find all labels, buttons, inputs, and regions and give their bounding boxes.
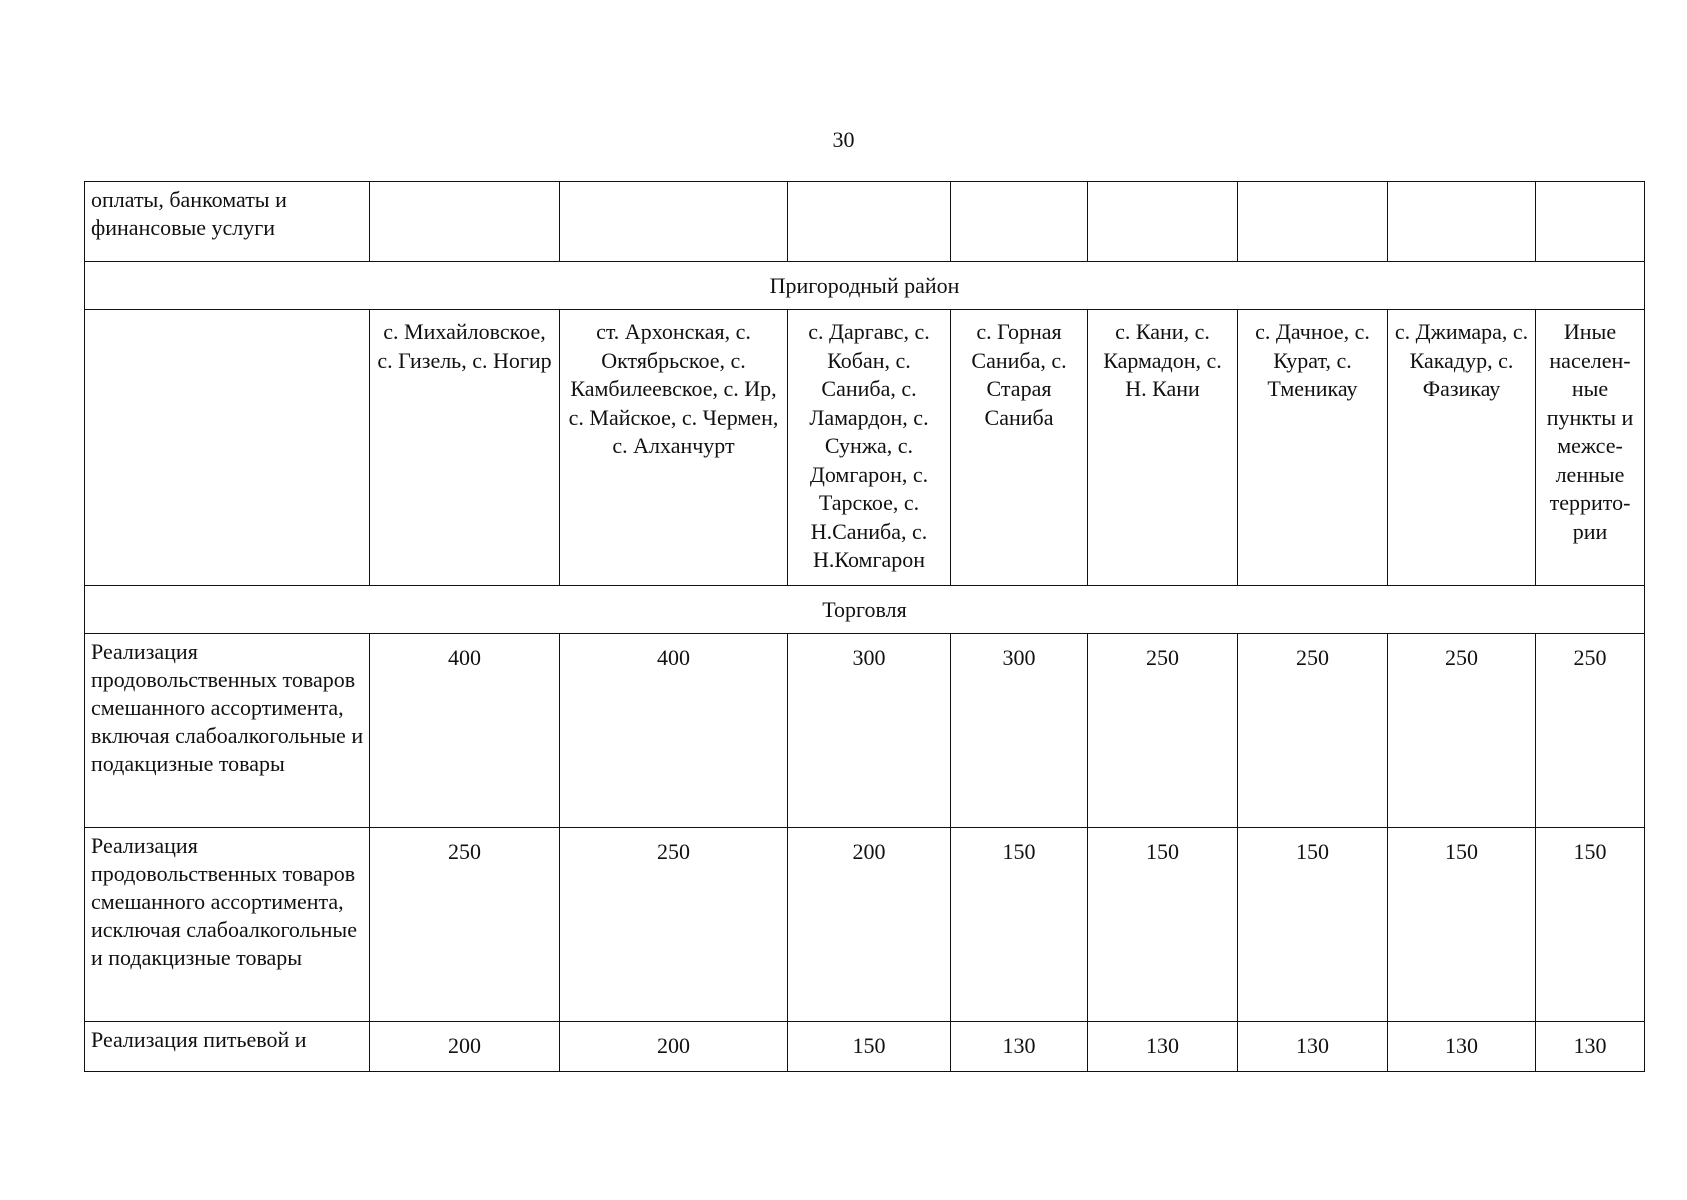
value-cell: 250 bbox=[1536, 634, 1645, 828]
empty-cell bbox=[788, 182, 951, 262]
empty-cell bbox=[1388, 182, 1536, 262]
subsection-header-row bbox=[85, 586, 1645, 634]
value-cell: 130 bbox=[1536, 1022, 1645, 1072]
value-cell: 400 bbox=[370, 634, 560, 828]
value-cell: 150 bbox=[1536, 828, 1645, 1022]
empty-cell bbox=[85, 310, 370, 586]
value-cell: 150 bbox=[788, 1022, 951, 1072]
locality-header: с. Кани, с. Кармадон, с. Н. Кани bbox=[1088, 310, 1238, 586]
empty-cell bbox=[1238, 182, 1388, 262]
value-cell: 200 bbox=[560, 1022, 788, 1072]
empty-cell bbox=[951, 182, 1088, 262]
tariff-table bbox=[84, 181, 1645, 1072]
value-cell: 130 bbox=[1388, 1022, 1536, 1072]
localities-row bbox=[85, 310, 1645, 586]
value-cell: 250 bbox=[370, 828, 560, 1022]
empty-cell bbox=[560, 182, 788, 262]
empty-cell bbox=[1536, 182, 1645, 262]
value-cell: 200 bbox=[370, 1022, 560, 1072]
value-cell: 130 bbox=[1088, 1022, 1238, 1072]
value-cell: 150 bbox=[1088, 828, 1238, 1022]
row-label: Реализация продовольственных товаров смешанного ассортимента, включая слабоалкогольные и подакцизные товары bbox=[85, 634, 370, 828]
empty-cell bbox=[1088, 182, 1238, 262]
value-cell: 250 bbox=[1238, 634, 1388, 828]
page-number: 30 bbox=[832, 127, 855, 152]
subsection-header: Торговля bbox=[85, 586, 1645, 634]
locality-header: с. Джимара, с. Какадур, с. Фазикау bbox=[1388, 310, 1536, 586]
value-cell: 250 bbox=[560, 828, 788, 1022]
value-cell: 150 bbox=[1238, 828, 1388, 1022]
section-header: Пригородный район bbox=[85, 262, 1645, 310]
table-row bbox=[85, 828, 1645, 1022]
value-cell: 130 bbox=[1238, 1022, 1388, 1072]
table-row bbox=[85, 634, 1645, 828]
row-label: Реализация продовольственных товаров смешанного ассортимента, исключая слабоалкогольные и подакцизные товары bbox=[85, 828, 370, 1022]
row-label: Реализация питьевой и bbox=[85, 1022, 370, 1072]
locality-header: с. Михайловское, с. Гизель, с. Ногир bbox=[370, 310, 560, 586]
value-cell: 300 bbox=[951, 634, 1088, 828]
section-header-row bbox=[85, 262, 1645, 310]
value-cell: 150 bbox=[951, 828, 1088, 1022]
locality-header: с. Дачное, с. Курат, с. Тменикау bbox=[1238, 310, 1388, 586]
value-cell: 200 bbox=[788, 828, 951, 1022]
value-cell: 300 bbox=[788, 634, 951, 828]
empty-cell bbox=[370, 182, 560, 262]
locality-header: с. Горная Саниба, с. Старая Саниба bbox=[951, 310, 1088, 586]
table-row bbox=[85, 1022, 1645, 1072]
value-cell: 250 bbox=[1088, 634, 1238, 828]
value-cell: 150 bbox=[1388, 828, 1536, 1022]
locality-header: Иные населен-ные пункты и межсе-ленные террито-рии bbox=[1536, 310, 1645, 586]
row-label-top: оплаты, банкоматы и финансовые услуги bbox=[85, 182, 370, 262]
table-row-top bbox=[85, 182, 1645, 262]
value-cell: 130 bbox=[951, 1022, 1088, 1072]
value-cell: 400 bbox=[560, 634, 788, 828]
locality-header: ст. Архонская, с. Октябрьское, с. Камбилеевское, с. Ир, с. Майское, с. Чермен, с. Алханчурт bbox=[560, 310, 788, 586]
value-cell: 250 bbox=[1388, 634, 1536, 828]
locality-header: с. Даргавс, с. Кобан, с. Саниба, с. Ламардон, с. Сунжа, с. Домгарон, с. Тарское, с. Н.Саниба, с. Н.Комгарон bbox=[788, 310, 951, 586]
